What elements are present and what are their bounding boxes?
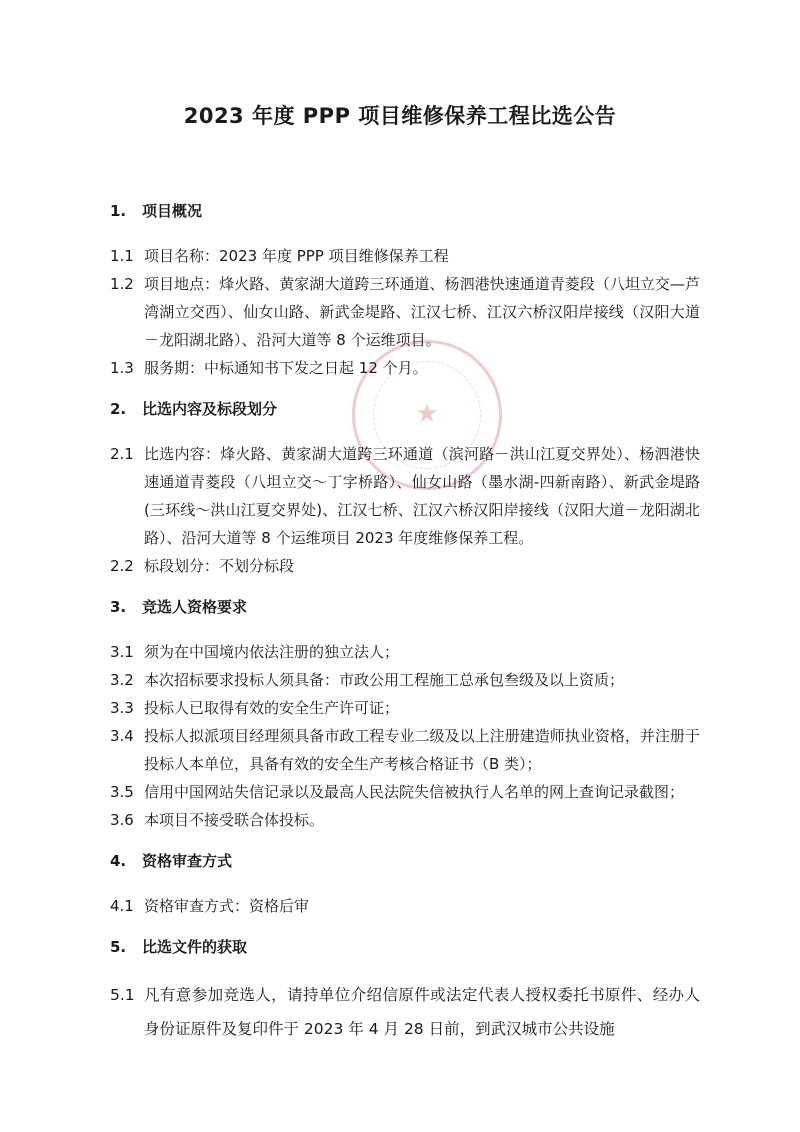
clause-3-2 [110, 666, 700, 694]
clause-number: 4.1 [110, 897, 134, 915]
clause-text: 信用中国网站失信记录以及最高人民法院失信被执行人名单的网上查询记录截图； [144, 783, 685, 801]
clause-3-4 [110, 722, 700, 778]
clause-number: 1.3 [110, 359, 134, 377]
clause-number: 3.4 [110, 727, 134, 745]
section-title: 竞选人资格要求 [142, 598, 248, 616]
clause-3-1 [110, 638, 700, 666]
clause-number: 2.2 [110, 557, 134, 575]
clause-text: 须为在中国境内依法注册的独立法人； [144, 643, 400, 661]
clause-text: 本次招标要求投标人须具备：市政公用工程施工总承包叁级及以上资质； [144, 671, 625, 689]
clause-text: 服务期：中标通知书下发之日起 12 个月。 [144, 359, 428, 377]
section-1-heading [110, 196, 700, 226]
seal-star-icon: ★ [415, 399, 439, 429]
clause-number: 3.5 [110, 783, 134, 801]
clause-number: 1.1 [110, 247, 134, 265]
clause-4-1 [110, 892, 700, 920]
clause-number: 3.3 [110, 699, 134, 717]
clause-3-3 [110, 694, 700, 722]
clause-text: 项目名称：2023 年度 PPP 项目维修保养工程 [144, 247, 449, 265]
clause-number: 1.2 [110, 275, 134, 293]
clause-2-1 [110, 440, 700, 552]
section-number: 1. [110, 202, 127, 220]
section-number: 2. [110, 400, 127, 418]
document-title: 2023 年度 PPP 项目维修保养工程比选公告 [183, 104, 617, 128]
clause-number: 3.6 [110, 811, 134, 829]
section-number: 4. [110, 852, 127, 870]
section-5-heading [110, 932, 700, 962]
section-3-heading [110, 592, 700, 622]
clause-text: 资格审查方式：资格后审 [144, 897, 310, 915]
clause-text: 本项目不接受联合体投标。 [144, 811, 325, 829]
clause-text: 项目地点：烽火路、黄家湖大道跨三环通道、杨泗港快速通道青菱段（八坦立交—芦湾湖立交西）、仙女山路、新武金堤路、江汉七桥、江汉六桥汉阳岸接线（汉阳大道－龙阳湖北路）、沿河大道等 8 个运维项目。 [144, 275, 700, 349]
clause-1-3 [110, 354, 700, 382]
clause-number: 2.1 [110, 445, 134, 463]
clause-2-2 [110, 552, 700, 580]
clause-text: 标段划分：不划分标段 [144, 557, 295, 575]
clause-3-6 [110, 806, 700, 834]
section-4-heading [110, 846, 700, 876]
section-number: 3. [110, 598, 127, 616]
clause-number: 3.1 [110, 643, 134, 661]
clause-3-5 [110, 778, 700, 806]
clause-1-2 [110, 270, 700, 354]
section-2-heading [110, 394, 700, 424]
section-number: 5. [110, 938, 127, 956]
section-title: 项目概况 [142, 202, 203, 220]
clause-number: 5.1 [110, 986, 135, 1004]
clause-5-1 [110, 978, 700, 1046]
document-body [110, 196, 700, 1046]
clause-text: 投标人已取得有效的安全生产许可证； [144, 699, 400, 717]
section-title: 比选内容及标段划分 [142, 400, 278, 418]
section-title: 资格审查方式 [142, 852, 233, 870]
clause-text: 比选内容：烽火路、黄家湖大道跨三环通道（滨河路－洪山江夏交界处）、杨泗港快速通道青菱段（八坦立交～丁字桥路）、仙女山路（墨水湖-四新南路）、新武金堤路(三环线～洪山江夏交界处)、江汉七桥、江汉六桥汉阳岸接线（汉阳大道－龙阳湖北路）、沿河大道等 8 个运维项目 2023 年度维修保养工程。 [144, 445, 700, 547]
clause-number: 3.2 [110, 671, 134, 689]
clause-text: 投标人拟派项目经理须具备市政工程专业二级及以上注册建造师执业资格，并注册于投标人本单位，具备有效的安全生产考核合格证书（B 类）； [144, 727, 700, 773]
clause-1-1 [110, 242, 700, 270]
section-title: 比选文件的获取 [142, 938, 248, 956]
clause-text: 凡有意参加竞选人，请持单位介绍信原件或法定代表人授权委托书原件、经办人身份证原件及复印件于 2023 年 4 月 28 日前，到武汉城市公共设施 [144, 986, 700, 1038]
